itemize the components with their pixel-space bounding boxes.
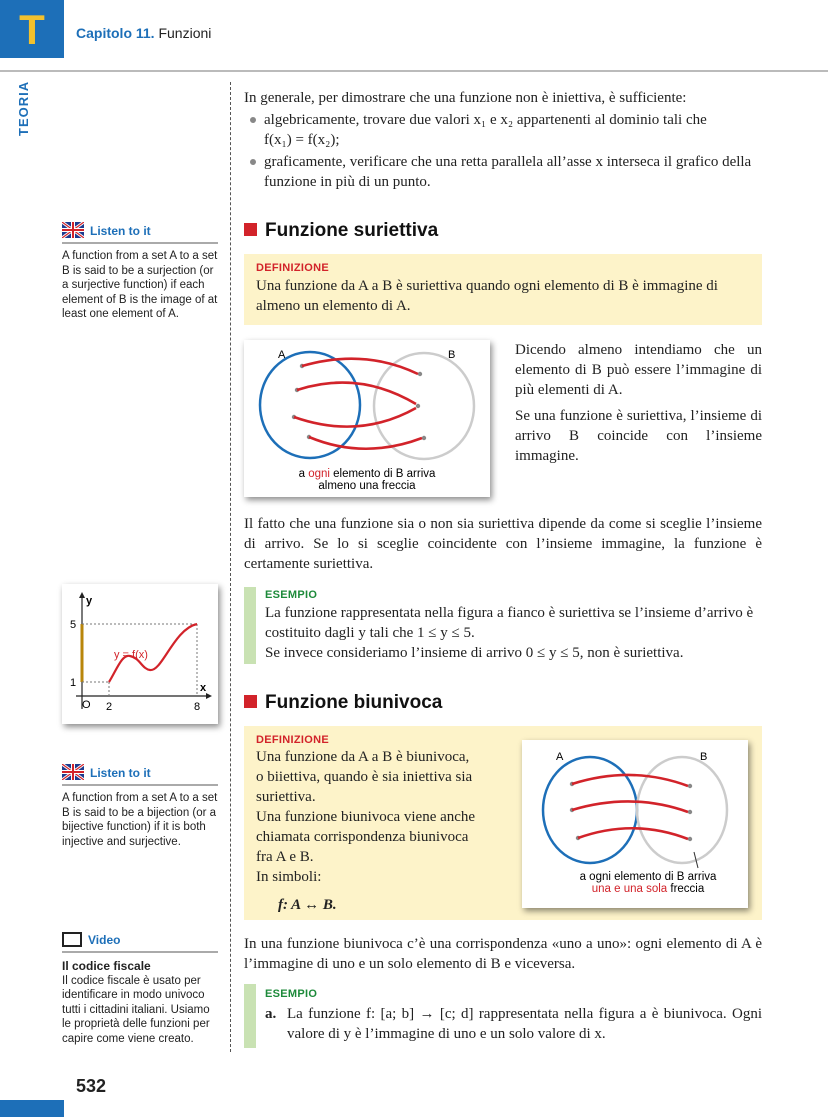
listen-text: A function from a set A to a set B is said to be a bijection (or a bijective function) if it is both injective and surjective. xyxy=(62,792,218,848)
caption-post: freccia xyxy=(667,883,705,895)
item-text: La funzione f: [a; b] → [c; d] rappresentata nella figura a è biunivoca. Ogni valore di y è l’immagine di uno e un solo valore di x. xyxy=(287,1006,762,1042)
y-axis-label: y xyxy=(86,595,93,607)
caption-line-1 xyxy=(299,468,436,480)
listen-box-surjection xyxy=(62,222,218,322)
video-title: Il codice fiscale xyxy=(62,959,151,973)
caption-line-2 xyxy=(592,883,705,895)
surjection-explanation xyxy=(515,340,762,466)
example-label: ESEMPIO xyxy=(265,988,318,1000)
explanation-p1: Dicendo almeno intendiamo che un elemento di B può essere l’immagine di più elementi di A. xyxy=(515,342,762,398)
caption-line-1: a ogni elemento di B arriva xyxy=(579,871,717,883)
video-header[interactable] xyxy=(62,932,218,953)
intro-line: In generale, per dimostrare che una funzione non è iniettiva, è sufficiente: xyxy=(244,90,687,106)
page-number: 532 xyxy=(76,1076,107,1096)
element-dot xyxy=(688,784,692,788)
example-item-a xyxy=(265,1004,762,1044)
def-formula: f: A ↔ B. xyxy=(278,897,337,913)
mapping-arrow xyxy=(294,408,416,427)
mapping-arrow xyxy=(302,359,418,374)
mapping-arrow xyxy=(309,437,422,449)
listen-header[interactable] xyxy=(62,764,218,786)
definition-box-biunivoca xyxy=(244,726,762,920)
element-dot xyxy=(416,404,420,408)
curve-label: y = f(x) xyxy=(114,649,148,661)
listen-label: Listen to it xyxy=(90,766,151,780)
side-tab xyxy=(16,82,36,142)
set-a-ellipse xyxy=(260,352,360,458)
caption-pre: a xyxy=(298,468,309,480)
element-dot xyxy=(418,372,422,376)
def-line: Una funzione biunivoca viene anche xyxy=(256,809,476,825)
video-box xyxy=(62,932,218,1046)
section-heading-biunivoca: Funzione biunivoca xyxy=(244,692,442,714)
chapter-number: Capitolo 11. xyxy=(76,25,155,41)
y-tick-5: 5 xyxy=(70,619,77,631)
x-tick-8: 8 xyxy=(194,701,201,713)
set-a-label: A xyxy=(556,751,564,763)
example-label: ESEMPIO xyxy=(265,589,318,601)
chapter-title: Funzioni xyxy=(158,25,212,41)
chapter-header xyxy=(76,25,211,41)
set-b-ellipse xyxy=(374,353,474,459)
function-graph xyxy=(62,584,218,724)
item-number: a. xyxy=(265,1006,277,1022)
caption-line-2: almeno una freccia xyxy=(318,480,416,492)
listen-label: Listen to it xyxy=(90,224,151,238)
example-box-2 xyxy=(244,984,762,1048)
video-label: Video xyxy=(88,933,121,947)
surjection-diagram xyxy=(244,340,490,497)
definition-label: DEFINIZIONE xyxy=(256,262,329,274)
set-a-ellipse xyxy=(543,757,637,863)
uk-flag-icon xyxy=(62,222,84,238)
bijection-diagram xyxy=(522,740,748,908)
video-text: Il codice fiscale è usato per identificare in modo univoco tutti i cittadini italiani. Usiamo le proprietà delle funzioni per capire come viene creato. xyxy=(62,974,210,1045)
caption-highlight: ogni xyxy=(308,468,330,480)
example-box-1 xyxy=(244,587,762,664)
header-divider xyxy=(0,70,828,72)
def-line: Una funzione da A a B è biunivoca, xyxy=(256,749,470,765)
side-tab-label: TEORIA xyxy=(16,80,31,136)
origin-label: O xyxy=(82,699,91,711)
set-b-label: B xyxy=(448,349,456,361)
bullet-formula: f(x₁) = f(x₂); xyxy=(264,132,340,148)
intro-bullet-graphic: graficamente, verificare che una retta parallela all’asse x interseca il grafico della funzione in più di un punto. xyxy=(244,152,764,192)
caption-highlight: una e una sola xyxy=(591,883,668,895)
set-b-label: B xyxy=(700,751,708,763)
x-axis-label: x xyxy=(200,682,207,694)
example-line1: La funzione rappresentata nella figura a fianco è suriettiva se l’insieme d’arrivo è costituito dagli y tali che 1 ≤ y ≤ 5. xyxy=(265,605,754,641)
bullet-text: algebricamente, trovare due valori x₁ e x₂ appartenenti al dominio tali che xyxy=(264,112,707,128)
def-line: fra A e B. xyxy=(256,849,314,865)
explanation-p2: Se una funzione è suriettiva, l’insieme di arrivo B coincide con l’insieme immagine. xyxy=(515,408,762,464)
definition-text-block xyxy=(256,734,516,915)
x-axis-arrow xyxy=(206,693,212,699)
x-tick-2: 2 xyxy=(106,701,113,713)
element-dot xyxy=(422,436,426,440)
video-icon xyxy=(62,932,82,947)
element-dot xyxy=(688,837,692,841)
listen-text: A function from a set A to a set B is said to be a surjection (or a surjective function) if each element of B is the image of at least one element of A. xyxy=(62,250,218,320)
element-dot xyxy=(688,810,692,814)
y-axis-arrow xyxy=(79,592,85,598)
paragraph-codomain: Il fatto che una funzione sia o non sia suriettiva dipende da come si sceglie l’insieme di arrivo. Se lo si sceglie coincidente con l’insieme immagine, la funzione è certamente suriettiva. xyxy=(244,516,762,572)
surjection-venn-svg xyxy=(244,340,490,497)
def-line: o biiettiva, quando è sia iniettiva sia xyxy=(256,769,473,785)
listen-header[interactable] xyxy=(62,222,218,244)
footer-bar xyxy=(0,1100,64,1117)
def-line: chiamata corrispondenza biunivoca xyxy=(256,829,469,845)
paragraph-one-to-one: In una funzione biunivoca c’è una corrispondenza «uno a uno»: ogni elemento di A è l’immagine di uno e un solo elemento di B e viceversa. xyxy=(244,936,762,972)
listen-box-bijection xyxy=(62,764,218,849)
mapping-arrow xyxy=(572,801,688,812)
example-line2: Se invece consideriamo l’insieme di arrivo 0 ≤ y ≤ 5, non è suriettiva. xyxy=(265,645,684,661)
chapter-letter-badge: T xyxy=(0,0,64,58)
def-line: In simboli: xyxy=(256,869,322,885)
definition-label: DEFINIZIONE xyxy=(256,734,329,746)
column-divider xyxy=(230,82,231,1052)
definition-text: Una funzione da A a B è suriettiva quando ogni elemento di B è immagine di almeno un elemento di A. xyxy=(256,278,718,314)
caption-post: elemento di B arriva xyxy=(329,468,436,480)
intro-block xyxy=(244,88,764,192)
set-a-label: A xyxy=(278,349,286,361)
def-line: suriettiva. xyxy=(256,789,316,805)
function-graph-svg xyxy=(62,584,218,724)
intro-bullet-algebraic xyxy=(244,110,764,150)
section-heading-suriettiva: Funzione suriettiva xyxy=(244,220,438,242)
y-tick-1: 1 xyxy=(70,677,77,689)
bijection-venn-svg xyxy=(522,740,748,908)
uk-flag-icon xyxy=(62,764,84,780)
definition-box-suriettiva xyxy=(244,254,762,325)
